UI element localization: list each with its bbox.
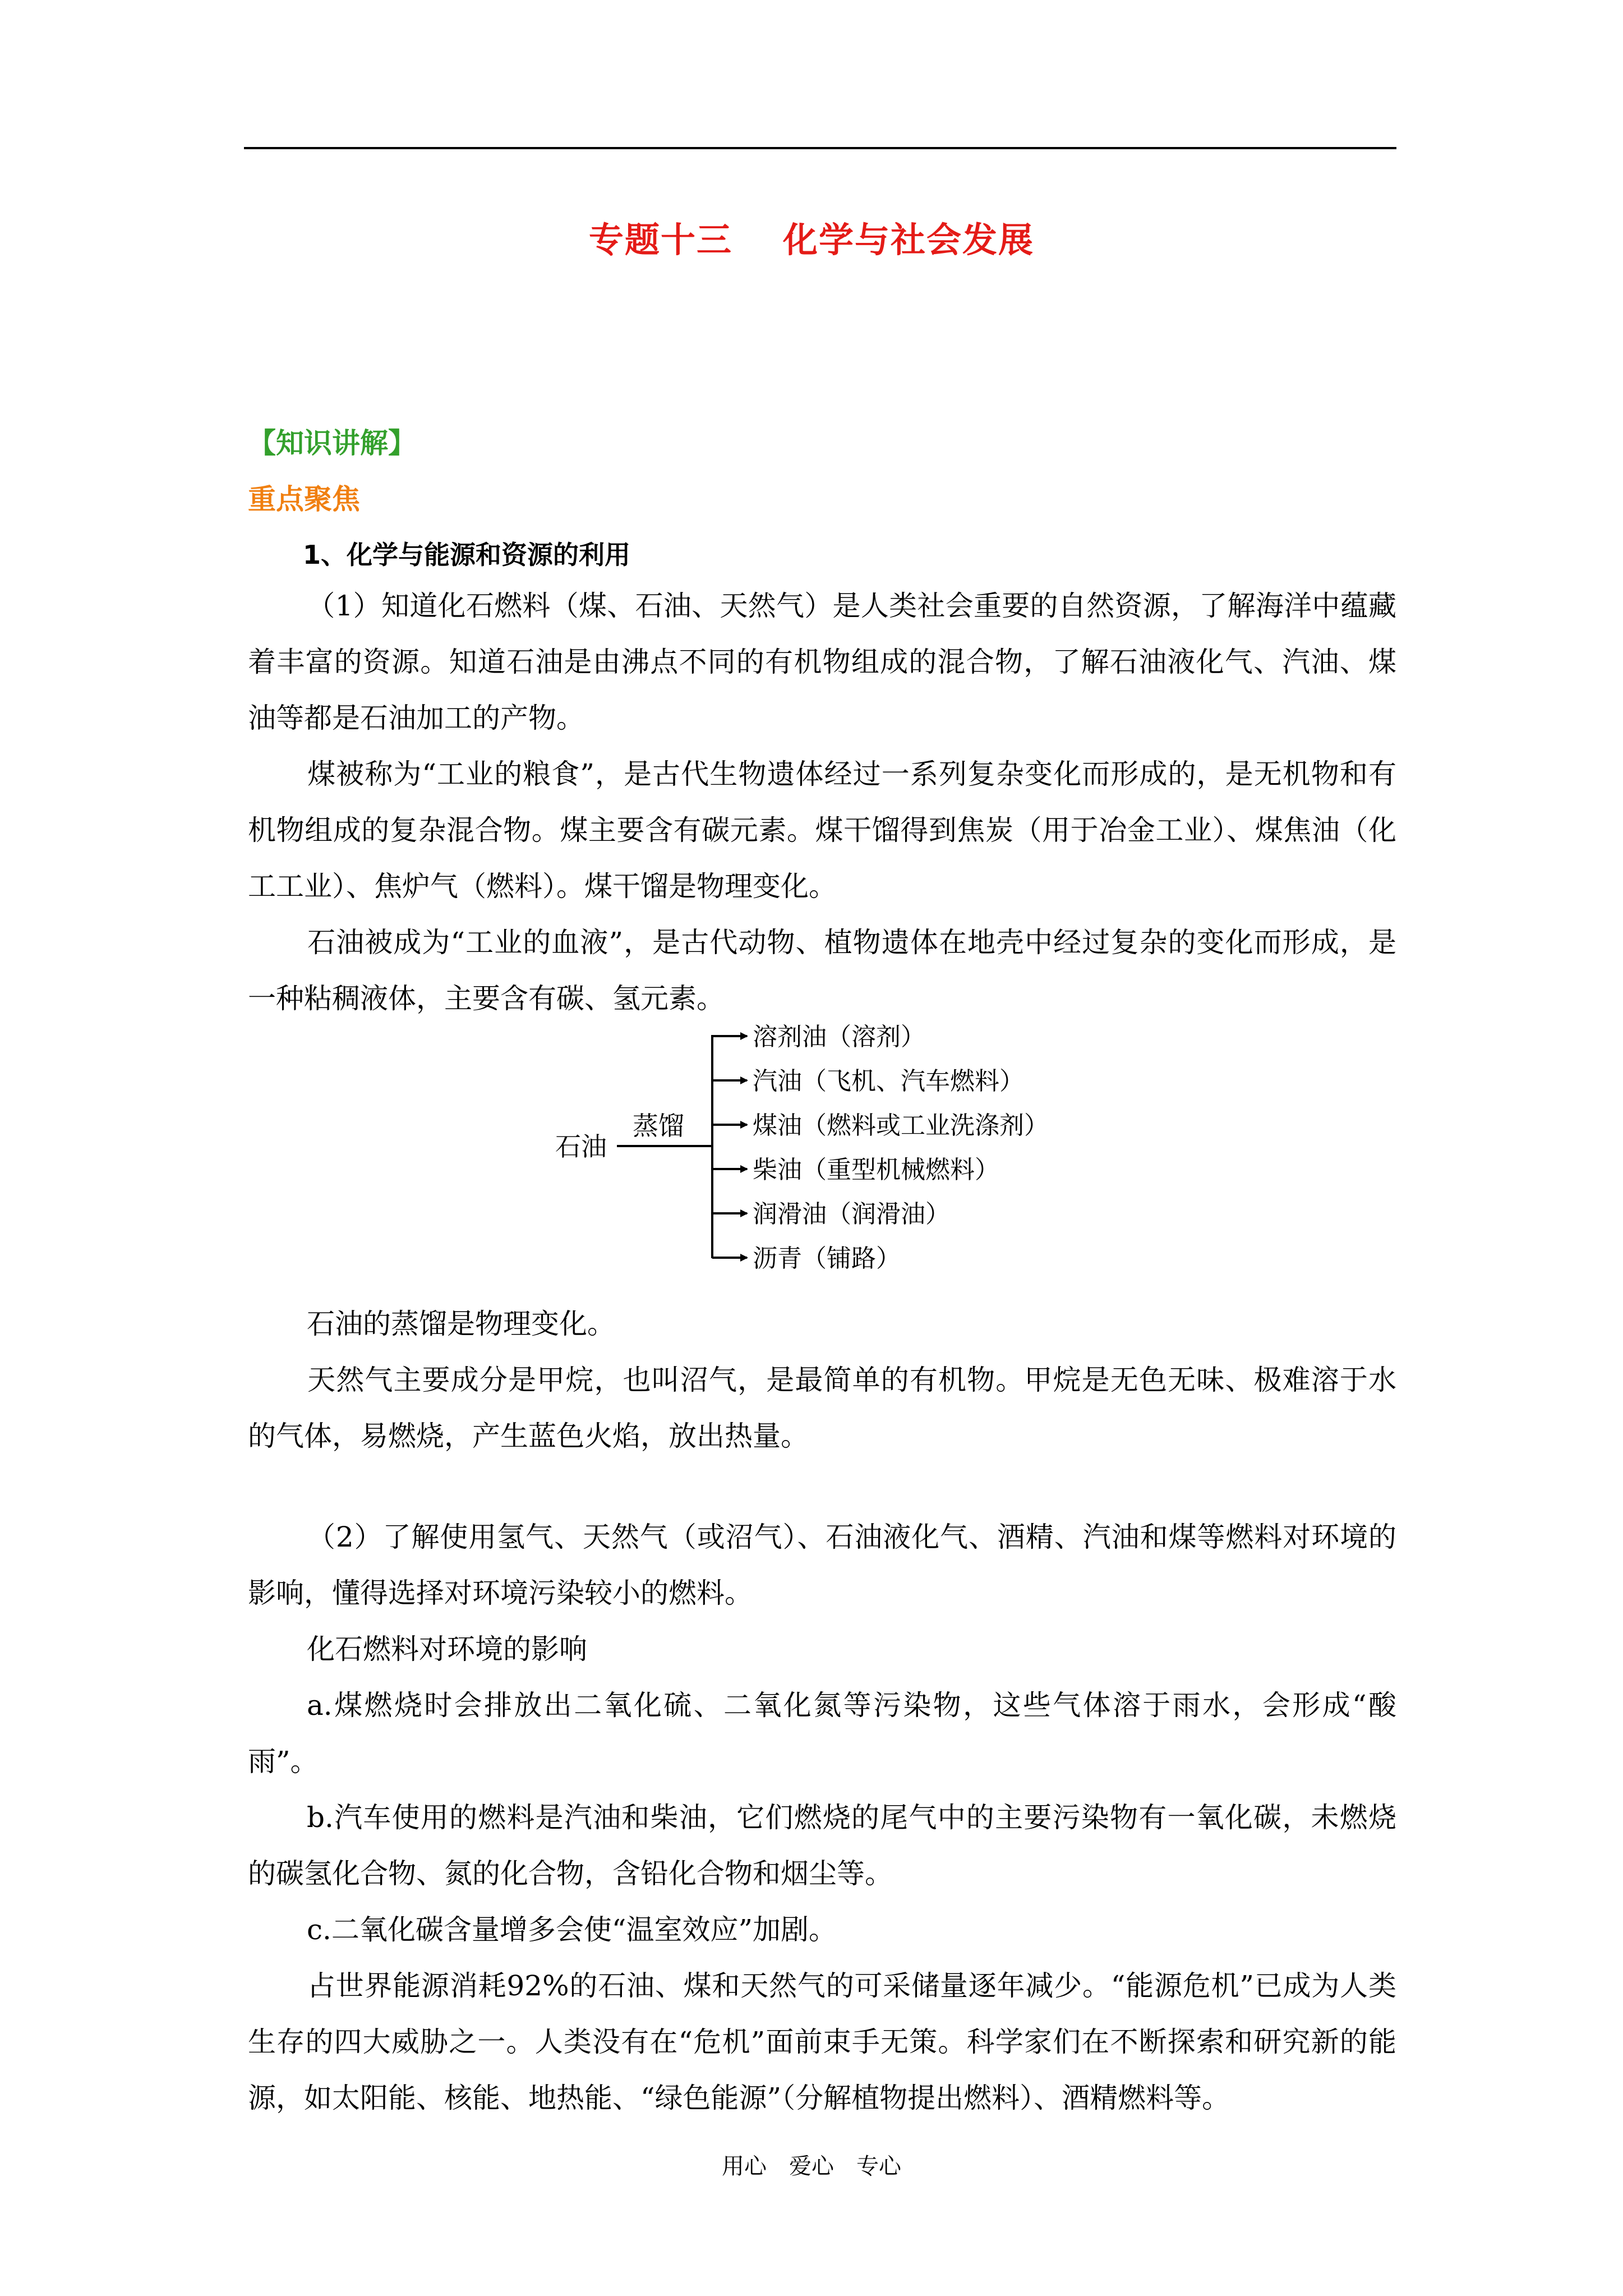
diagram-product-label: 润滑油（润滑油）: [753, 1200, 950, 1228]
diagram-product-label: 柴油（重型机械燃料）: [753, 1156, 999, 1184]
diagram-source-label: 石油: [555, 1131, 607, 1162]
diagram-product-label: 汽油（飞机、汽车燃料）: [753, 1067, 1024, 1096]
diagram-products: [712, 1023, 1049, 1273]
page-footer: 用心 爱心 专心: [722, 2154, 901, 2179]
paragraph-item-c: c.二氧化碳含量增多会使“温室效应”加剧。: [307, 1913, 837, 1946]
paragraph-energy-crisis: 占世界能源消耗92%的石油、煤和天然气的可采储量逐年减少。“能源危机”已成为人类生存的四大威胁之一。人类没有在“危机”面前束手无策。科学家们在不断探索和研究新的能源，如太阳能、核能、地热能、“绿色能源”（分解植物提出燃料）、酒精燃料等。: [248, 1970, 1396, 2114]
paragraph-item-a: a.煤燃烧时会排放出二氧化硫、二氧化氮等污染物，这些气体溶于雨水，会形成“酸雨”。: [248, 1689, 1396, 1778]
paragraph-distillation-note: 石油的蒸馏是物理变化。: [307, 1308, 615, 1340]
title-topic-number: 专题十三: [588, 219, 732, 260]
paragraph-fuel-environment: （2）了解使用氢气、天然气（或沼气）、石油液化气、酒精、汽油和煤等燃料对环境的影响，懂得选择对环境污染较小的燃料。: [248, 1521, 1396, 1609]
paragraph-petroleum: 石油被成为“工业的血液”，是古代动物、植物遗体在地壳中经过复杂的变化而形成，是一种粘稠液体，主要含有碳、氢元素。: [248, 926, 1396, 1015]
diagram-product-label: 煤油（燃料或工业洗涤剂）: [753, 1111, 1049, 1140]
petroleum-distillation-diagram: [538, 1018, 1127, 1287]
paragraph-fossil-impact-heading: 化石燃料对环境的影响: [307, 1633, 587, 1665]
paragraph-coal: 煤被称为“工业的粮食”，是古代生物遗体经过一系列复杂变化而形成的，是无机物和有机物组成的复杂混合物。煤主要含有碳元素。煤干馏得到焦炭（用于冶金工业）、煤焦油（化工工业）、焦炉气（燃料）。煤干馏是物理变化。: [248, 758, 1396, 903]
header-rule: [244, 147, 1396, 149]
diagram-process-label: 蒸馏: [633, 1111, 684, 1141]
title-topic-name: 化学与社会发展: [783, 219, 1035, 260]
paragraph-fossil-fuels: （1）知道化石燃料（煤、石油、天然气）是人类社会重要的自然资源，了解海洋中蕴藏着丰富的资源。知道石油是由沸点不同的有机物组成的混合物，了解石油液化气、汽油、煤油等都是石油加工的产物。: [248, 590, 1396, 734]
paragraph-item-b: b.汽车使用的燃料是汽油和柴油，它们燃烧的尾气中的主要污染物有一氧化碳，未燃烧的碳氢化合物、氮的化合物，含铅化合物和烟尘等。: [248, 1801, 1396, 1890]
diagram-product-label: 沥青（铺路）: [753, 1244, 901, 1273]
page-title: [0, 212, 1623, 262]
diagram-product-label: 溶剂油（溶剂）: [753, 1023, 925, 1051]
subsection-label: 重点聚焦: [248, 483, 360, 516]
section-label: 【知识讲解】: [248, 427, 416, 459]
heading-energy-resources: 1、化学与能源和资源的利用: [303, 540, 631, 570]
paragraph-natural-gas: 天然气主要成分是甲烷，也叫沼气，是最简单的有机物。甲烷是无色无味、极难溶于水的气体，易燃烧，产生蓝色火焰，放出热量。: [248, 1364, 1396, 1452]
